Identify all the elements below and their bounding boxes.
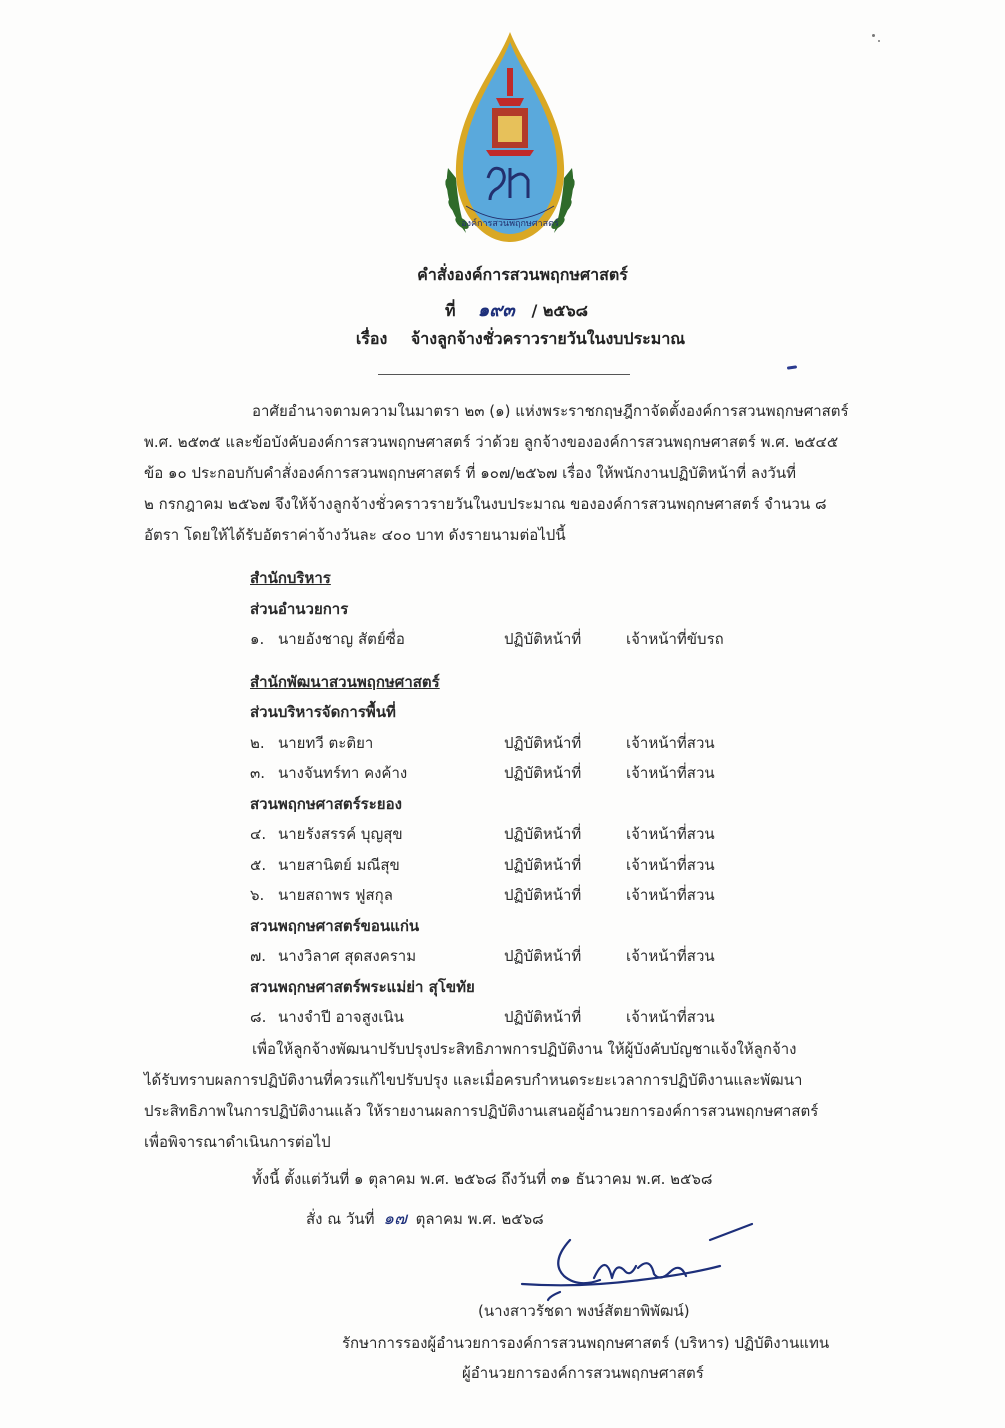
row-number: ๗. [250, 947, 267, 965]
office-heading: สำนักพัฒนาสวนพฤกษศาสตร์ [250, 672, 440, 691]
document-subject [18, 327, 1005, 352]
employee-roster [250, 563, 810, 1033]
row-number: ๑. [250, 630, 265, 648]
employee-position: เจ้าหน้าที่สวน [626, 764, 715, 782]
employee-position: เจ้าหน้าที่สวน [626, 825, 715, 843]
employee-action: ปฏิบัติหน้าที่ [504, 855, 582, 874]
paragraph-line: เพื่อให้ลูกจ้างพัฒนาปรับปรุงประสิทธิภาพการปฏิบัติงาน ให้ผู้บังคับบัญชาแจ้งให้ลูกจ้าง [252, 1040, 797, 1058]
row-number: ๘. [250, 1008, 267, 1026]
intro-paragraph [144, 396, 864, 551]
employee-action: ปฏิบัติหน้าที่ [504, 886, 582, 904]
employee-name: นายสานิตย์ มณีสุข [278, 855, 400, 874]
roster-row [250, 1002, 810, 1033]
division-heading: ส่วนอำนวยการ [250, 599, 349, 618]
header-divider [378, 374, 630, 375]
employee-name: นายอังชาญ สัตย์ซื่อ [278, 630, 405, 648]
office-heading: สำนักบริหาร [250, 569, 331, 587]
subject-label: เรื่อง [355, 329, 388, 348]
handwritten-signature [520, 1222, 760, 1306]
paper-speck [872, 34, 875, 37]
signer-role: ผู้อำนวยการองค์การสวนพฤกษศาสตร์ [462, 1364, 704, 1382]
employee-name: นายทวี ตะติยา [278, 733, 374, 752]
employee-position: เจ้าหน้าที่สวน [626, 886, 715, 904]
row-number: ๒. [250, 733, 265, 752]
roster-row [250, 624, 810, 655]
organization-logo [436, 28, 584, 253]
spacer [250, 655, 810, 667]
paragraph-line: เพื่อพิจารณาดำเนินการต่อไป [144, 1133, 331, 1151]
paragraph-line: ได้รับทราบผลการปฏิบัติงานที่ควรแก้ไขปรับปรุง และเมื่อครบกำหนดระยะเวลาการปฏิบัติงานและพัฒนา [144, 1071, 803, 1089]
employee-name: นางวิลาศ สุดสงคราม [278, 947, 417, 965]
employee-position: เจ้าหน้าที่ขับรถ [626, 630, 724, 648]
number-suffix: / ๒๕๖๘ [531, 301, 589, 320]
paper-speck [878, 40, 880, 42]
document-title: คำสั่งองค์การสวนพฤกษศาสตร์ [417, 265, 628, 284]
row-number: ๔. [250, 825, 267, 843]
effective-period: ทั้งนี้ ตั้งแต่วันที่ ๑ ตุลาคม พ.ศ. ๒๕๖๘ ถึงวันที่ ๓๑ ธันวาคม พ.ศ. ๒๕๖๘ [252, 1170, 713, 1188]
order-date-prefix: สั่ง ณ วันที่ [306, 1210, 375, 1228]
row-number: ๓. [250, 764, 266, 782]
paragraph-line: ประสิทธิภาพในการปฏิบัติงานแล้ว ให้รายงานผลการปฏิบัติงานเสนอผู้อำนวยการองค์การสวนพฤกษศาสตร์ [144, 1102, 819, 1120]
ink-mark [787, 365, 797, 369]
division-heading: สวนพฤกษศาสตร์พระแม่ย่า สุโขทัย [250, 977, 475, 996]
roster-row [250, 728, 810, 759]
employee-name: นายสถาพร ฟูสกุล [278, 886, 393, 904]
roster-row [250, 819, 810, 850]
division-heading: สวนพฤกษศาสตร์ระยอง [250, 794, 402, 813]
employee-position: เจ้าหน้าที่สวน [626, 733, 715, 752]
employee-name: นางจำปี อาจสูงเนิน [278, 1008, 404, 1026]
employee-name: นางจันทร์ทา คงค้าง [278, 764, 408, 782]
paragraph-line: อาศัยอำนาจตามความในมาตรา ๒๓ (๑) แห่งพระราชกฤษฎีกาจัดตั้งองค์การสวนพฤกษศาสตร์ [252, 402, 849, 420]
roster-row [250, 941, 810, 972]
employee-action: ปฏิบัติหน้าที่ [504, 630, 582, 648]
employee-action: ปฏิบัติหน้าที่ [504, 947, 582, 965]
employee-action: ปฏิบัติหน้าที่ [504, 825, 582, 843]
closing-paragraph [144, 1034, 864, 1158]
signer-role: รักษาการรองผู้อำนวยการองค์การสวนพฤกษศาสตร์ (บริหาร) ปฏิบัติงานแทน [342, 1334, 830, 1352]
paragraph-line: พ.ศ. ๒๕๓๕ และข้อบังคับองค์การสวนพฤกษศาสตร์ ว่าด้วย ลูกจ้างขององค์การสวนพฤกษศาสตร์ พ.ศ. ๒๕๔๕ [144, 433, 839, 451]
subject-text: จ้างลูกจ้างชั่วคราวรายวันในงบประมาณ [410, 329, 686, 348]
division-heading: ส่วนบริหารจัดการพื้นที่ [250, 703, 396, 721]
logo-text: องค์การสวนพฤกษศาสตร์ [461, 219, 559, 229]
document-number [14, 295, 1005, 324]
employee-action: ปฏิบัติหน้าที่ [504, 1008, 582, 1026]
order-date-suffix: ตุลาคม พ.ศ. ๒๕๖๘ [415, 1210, 544, 1228]
paragraph-line: ๒ กรกฎาคม ๒๕๖๗ จึงให้จ้างลูกจ้างชั่วคราวรายวันในงบประมาณ ขององค์การสวนพฤกษศาสตร์ จำนวน ๘ [144, 495, 827, 513]
number-handwritten: ๑๙๓ [477, 300, 515, 321]
employee-position: เจ้าหน้าที่สวน [626, 1008, 715, 1026]
roster-row [250, 880, 810, 911]
division-heading: สวนพฤกษศาสตร์ขอนแก่น [250, 916, 420, 935]
employee-name: นายรังสรรค์ บุญสุข [278, 825, 403, 843]
employee-position: เจ้าหน้าที่สวน [626, 855, 715, 874]
paragraph-line: ข้อ ๑๐ ประกอบกับคำสั่งองค์การสวนพฤกษศาสตร์ ที่ ๑๐๗/๒๕๖๗ เรื่อง ให้พนักงานปฏิบัติหน้าที่ ลงวันที่ [144, 464, 796, 482]
row-number: ๖. [250, 886, 265, 904]
paragraph-line: อัตรา โดยให้ได้รับอัตราค่าจ้างวันละ ๔๐๐ บาท ดังรายนามต่อไปนี้ [144, 526, 566, 544]
roster-row [250, 850, 810, 881]
order-day-handwritten: ๑๗ [383, 1209, 407, 1229]
employee-position: เจ้าหน้าที่สวน [626, 947, 715, 965]
number-prefix: ที่ [444, 301, 456, 320]
order-date [306, 1205, 544, 1232]
employee-action: ปฏิบัติหน้าที่ [504, 764, 582, 782]
roster-row [250, 758, 810, 789]
employee-action: ปฏิบัติหน้าที่ [504, 733, 582, 752]
row-number: ๕. [250, 855, 267, 874]
signer-name: (นางสาวรัชดา พงษ์สัตยาพิพัฒน์) [478, 1302, 690, 1320]
